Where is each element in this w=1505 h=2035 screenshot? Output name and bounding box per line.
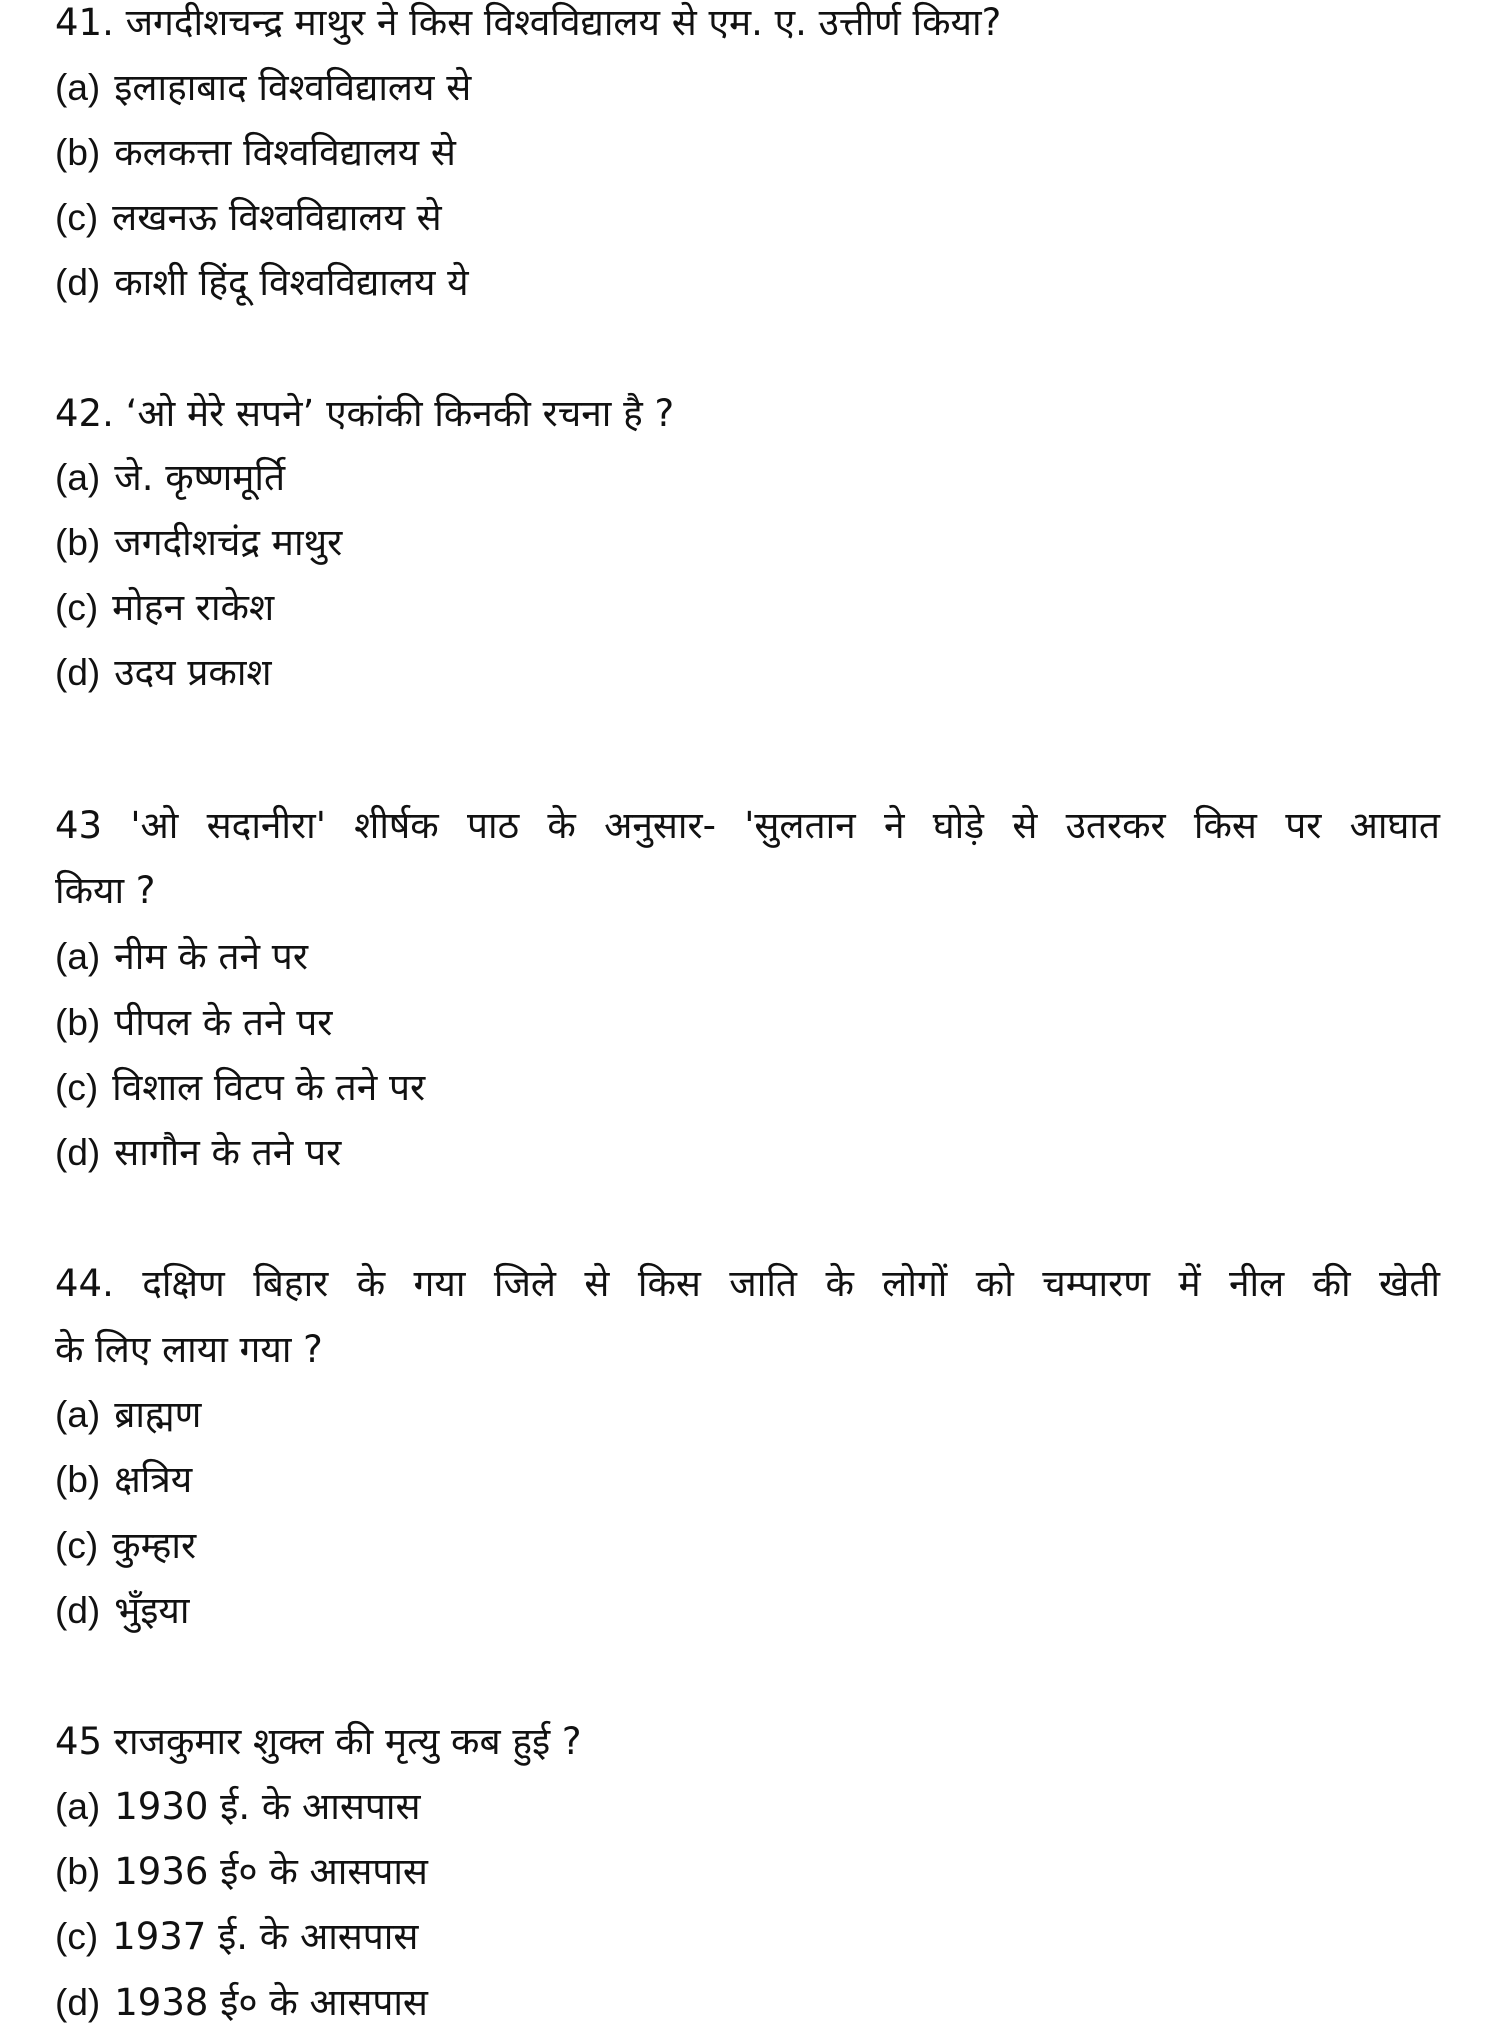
option-text: कुम्हार — [112, 1524, 197, 1567]
option-text: जगदीशचंद्र माथुर — [114, 521, 343, 564]
question-43-cont: किया ? — [55, 869, 156, 912]
question-42: 42. ‘ओ मेरे सपने’ एकांकी किनकी रचना है ? — [55, 392, 675, 435]
option-42b — [55, 510, 342, 575]
option-41b — [55, 120, 456, 185]
option-text: उदय प्रकाश — [114, 651, 272, 694]
option-text: काशी हिंदू विश्वविद्यालय ये — [114, 261, 469, 304]
option-text: 1938 ई० के आसपास — [114, 1981, 428, 2024]
option-text: 1930 ई. के आसपास — [114, 1785, 421, 1828]
option-44b — [55, 1447, 192, 1512]
option-text: 1936 ई० के आसपास — [114, 1850, 428, 1893]
question-44: 44. दक्षिण बिहार के गया जिले से किस जाति के लोगों को चम्पारण में नील की खेती — [55, 1262, 1440, 1305]
option-44c — [55, 1513, 196, 1578]
option-label: (d) — [55, 652, 101, 693]
option-41a — [55, 55, 471, 120]
option-43b — [55, 990, 332, 1055]
option-label: (b) — [55, 522, 101, 563]
option-label: (a) — [55, 67, 101, 108]
option-45d — [55, 1970, 428, 2035]
option-text: भुँइया — [114, 1589, 190, 1632]
question-41: 41. जगदीशचन्द्र माथुर ने किस विश्वविद्यालय से एम. ए. उत्तीर्ण किया? — [55, 1, 1002, 44]
option-label: (c) — [55, 1916, 99, 1957]
option-label: (a) — [55, 936, 101, 977]
question-43: 43 'ओ सदानीरा' शीर्षक पाठ के अनुसार- 'सुलतान ने घोड़े से उतरकर किस पर आघात — [55, 804, 1440, 847]
question-44-cont: के लिए लाया गया ? — [55, 1328, 323, 1371]
question-45: 45 राजकुमार शुक्ल की मृत्यु कब हुई ? — [55, 1720, 582, 1763]
option-text: कलकत्ता विश्वविद्यालय से — [114, 131, 456, 174]
option-label: (a) — [55, 1786, 101, 1827]
option-label: (d) — [55, 262, 101, 303]
option-45c — [55, 1904, 418, 1969]
option-text: विशाल विटप के तने पर — [112, 1066, 426, 1109]
option-text: जे. कृष्णमूर्ति — [114, 456, 286, 499]
option-text: मोहन राकेश — [112, 586, 275, 629]
option-text: सागौन के तने पर — [114, 1131, 342, 1174]
option-45a — [55, 1774, 420, 1839]
option-label: (d) — [55, 1590, 101, 1631]
option-43c — [55, 1055, 425, 1120]
option-label: (a) — [55, 457, 101, 498]
option-44d — [55, 1578, 189, 1643]
option-label: (c) — [55, 197, 99, 238]
option-label: (b) — [55, 1851, 101, 1892]
option-44a — [55, 1382, 201, 1447]
option-label: (b) — [55, 1459, 101, 1500]
option-text: ब्राह्मण — [114, 1393, 202, 1436]
option-43d — [55, 1120, 341, 1185]
option-label: (d) — [55, 1132, 101, 1173]
option-41d — [55, 250, 469, 315]
option-label: (a) — [55, 1394, 101, 1435]
option-label: (d) — [55, 1982, 101, 2023]
option-text: इलाहाबाद विश्वविद्यालय से — [114, 66, 472, 109]
option-label: (b) — [55, 1002, 101, 1043]
option-text: 1937 ई. के आसपास — [112, 1915, 419, 1958]
option-42d — [55, 640, 272, 705]
option-text: क्षत्रिय — [114, 1458, 193, 1501]
option-45b — [55, 1839, 428, 1904]
option-label: (b) — [55, 132, 101, 173]
option-label: (c) — [55, 587, 99, 628]
option-41c — [55, 185, 442, 250]
option-text: नीम के तने पर — [114, 935, 308, 978]
option-text: पीपल के तने पर — [114, 1001, 333, 1044]
option-43a — [55, 924, 308, 989]
option-42c — [55, 575, 274, 640]
option-42a — [55, 445, 285, 510]
option-label: (c) — [55, 1525, 99, 1566]
option-label: (c) — [55, 1067, 99, 1108]
option-text: लखनऊ विश्वविद्यालय से — [112, 196, 442, 239]
